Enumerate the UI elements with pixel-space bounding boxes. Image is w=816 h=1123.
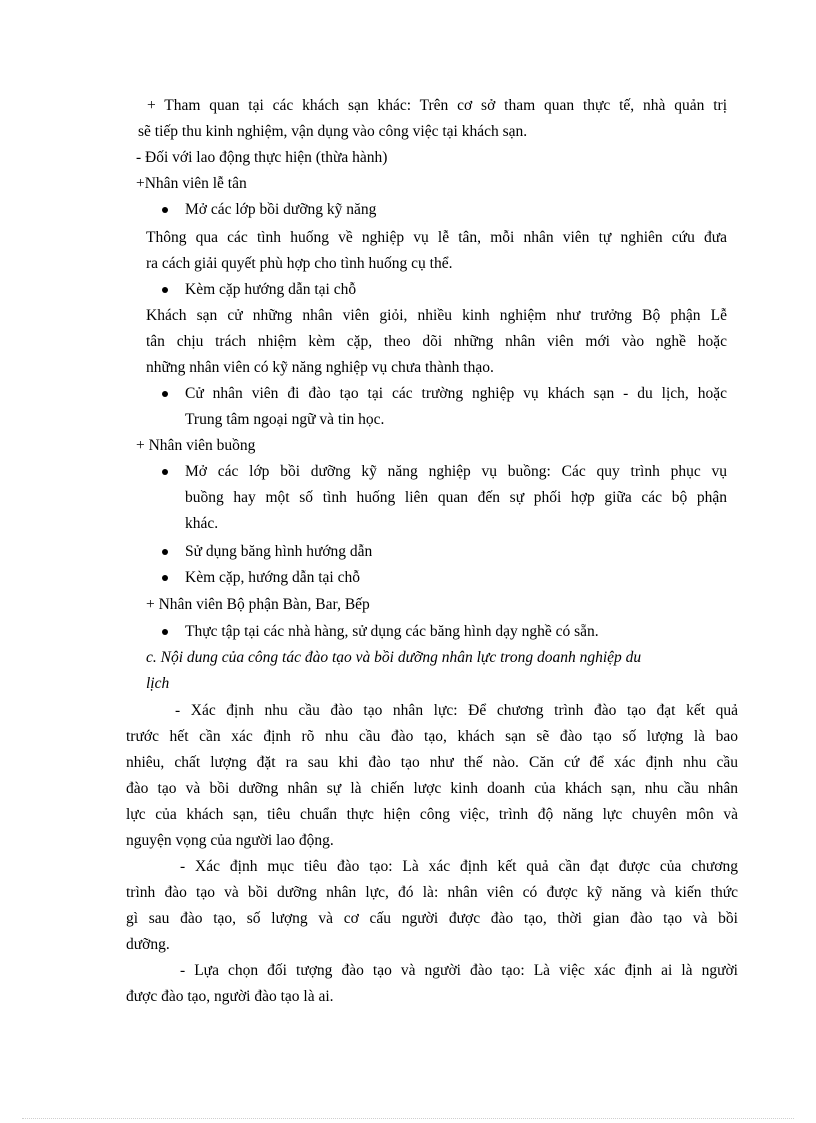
paragraph-line: trình đào tạo và bồi dưỡng nhân lực, đó là: nhân viên có được kỹ năng và kiến thức	[126, 884, 738, 901]
bullet-item: Thực tập tại các nhà hàng, sử dụng các băng hình dạy nghề có sẵn.	[185, 623, 599, 640]
bullet-icon	[162, 287, 168, 293]
bullet-item: Mở các lớp bồi dưỡng kỹ năng	[185, 201, 377, 218]
text-line: Thông qua các tình huống về nghiệp vụ lễ tân, mỗi nhân viên tự nghiên cứu đưa	[146, 229, 727, 246]
bullet-item-continuation: Trung tâm ngoại ngữ và tin học.	[185, 411, 385, 428]
bullet-item-continuation: buồng hay một số tình huống liên quan đến sự phối hợp giữa các bộ phận	[185, 489, 727, 506]
text-line: +Nhân viên lễ tân	[136, 175, 247, 192]
paragraph-line: - Xác định nhu cầu đào tạo nhân lực: Để chương trình đào tạo đạt kết quả	[175, 702, 738, 719]
text-line: + Nhân viên Bộ phận Bàn, Bar, Bếp	[146, 596, 370, 613]
bullet-item: Mở các lớp bồi dưỡng kỹ năng nghiệp vụ buồng: Các quy trình phục vụ	[185, 463, 727, 480]
bullet-item: Cử nhân viên đi đào tạo tại các trường nghiệp vụ khách sạn - du lịch, hoặc	[185, 385, 727, 402]
paragraph-line: nguyện vọng của người lao động.	[126, 832, 334, 849]
paragraph-line: - Xác định mục tiêu đào tạo: Là xác định kết quả cần đạt được của chương	[180, 858, 738, 875]
text-line: tân chịu trách nhiệm kèm cặp, theo dõi những nhân viên mới vào nghề hoặc	[146, 333, 727, 350]
bullet-item: Kèm cặp hướng dẫn tại chỗ	[185, 281, 357, 298]
section-heading-continuation: lịch	[146, 675, 170, 692]
paragraph-line: được đào tạo, người đào tạo là ai.	[126, 988, 334, 1005]
bullet-item: Sử dụng băng hình hướng dẫn	[185, 543, 373, 560]
text-line: + Nhân viên buồng	[136, 437, 256, 454]
bullet-item-continuation: khác.	[185, 515, 219, 532]
paragraph-line: - Lựa chọn đối tượng đào tạo và người đào tạo: Là việc xác định ai là người	[180, 962, 738, 979]
bullet-icon	[162, 391, 168, 397]
text-line: + Tham quan tại các khách sạn khác: Trên cơ sở tham quan thực tế, nhà quản trị	[147, 97, 727, 114]
paragraph-line: đào tạo và bồi dưỡng nhân sự là chiến lược kinh doanh của khách sạn, nhu cầu nhân	[126, 780, 738, 797]
bullet-icon	[162, 469, 168, 475]
paragraph-line: nhiêu, chất lượng đặt ra sau khi đào tạo như thế nào. Căn cứ để xác định nhu cầu	[126, 754, 738, 771]
text-line: - Đối với lao động thực hiện (thừa hành)	[136, 149, 388, 166]
text-line: Khách sạn cử những nhân viên giỏi, nhiều kinh nghiệm như trưởng Bộ phận Lễ	[146, 307, 727, 324]
bullet-icon	[162, 629, 168, 635]
page-bottom-divider	[22, 1118, 794, 1119]
paragraph-line: lực của khách sạn, tiêu chuẩn thực hiện công việc, trình độ năng lực chuyên môn và	[126, 806, 738, 823]
bullet-icon	[162, 549, 168, 555]
paragraph-line: gì sau đào tạo, số lượng và cơ cấu người được đào tạo, thời gian đào tạo và bồi	[126, 910, 738, 927]
section-heading: c. Nội dung của công tác đào tạo và bồi dưỡng nhân lực trong doanh nghiệp du	[146, 649, 642, 666]
bullet-icon	[162, 207, 168, 213]
bullet-icon	[162, 575, 168, 581]
text-line: những nhân viên có kỹ năng nghiệp vụ chưa thành thạo.	[146, 359, 494, 376]
paragraph-line: trước hết cần xác định rõ nhu cầu đào tạo, khách sạn sẽ đào tạo số lượng là bao	[126, 728, 738, 745]
text-line: sẽ tiếp thu kinh nghiệm, vận dụng vào công việc tại khách sạn.	[138, 123, 528, 140]
bullet-item: Kèm cặp, hướng dẫn tại chỗ	[185, 569, 360, 586]
text-line: ra cách giải quyết phù hợp cho tình huống cụ thể.	[146, 255, 453, 272]
paragraph-line: dưỡng.	[126, 936, 170, 953]
